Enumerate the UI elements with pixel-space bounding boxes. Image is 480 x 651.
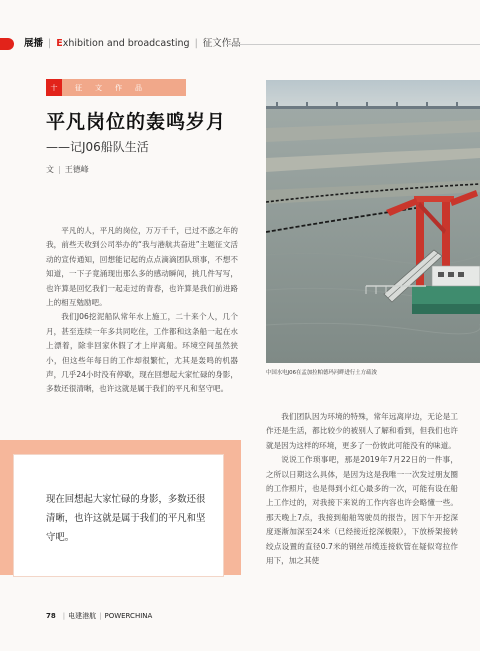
article-title: 平凡岗位的轰鸣岁月 (46, 111, 227, 133)
section-en: xhibition and broadcasting (62, 38, 190, 49)
banner-char: 作 (115, 83, 122, 92)
section-sub: 征文作品 (202, 38, 241, 49)
section-en-initial: E (56, 38, 63, 49)
banner-char: 十 (46, 79, 62, 96)
section-marker (0, 38, 14, 50)
banner-char: 品 (135, 83, 142, 92)
pull-quote: 现在回想起大家忙碌的身影，多数还很清晰，也许这就是属于我们的平凡和坚守吧。 (46, 494, 206, 543)
page-footer: 78 | 电建港航 | POWERCHINA (46, 612, 153, 620)
right-column (266, 410, 458, 568)
page-number: 78 (46, 612, 56, 620)
paragraph: 我们团队因为环境的特殊，常年远离岸边，无论是工作还是生活，都比较少的被别人了解和看到，但我们也许就是因为这样的环境，更多了一份彼此可能没有的味道。 (266, 412, 458, 450)
author-label: 文 (46, 165, 54, 174)
paragraph: 我们J06挖泥船队常年水上施工，二十来个人，几个月，甚至连续一年多共同吃住，工作都和这条船一起在水上漂着，除非回家休假了才上岸离船。环境空间虽然狭小，但这些年每日的工作却很繁忙，尤其是轰鸣的机器声，几乎24小时没有停歇，现在回想起大家忙碌的身影，多数还很清晰，也许这就是属于我们的平凡和坚守吧。 (46, 312, 238, 394)
paragraph: 说说工作琐事吧，那是2019年7月22日的一件事，之所以日期这么具体，是因为这是我唯一一次发过朋友圈的工作照片，也是得到小红心最多的一次，可能有设在船上工作过的，对我接下来说的工作内容也许会略懂一些。那天晚上7点，我接到船舶驾驶员的报告，因下午开挖深度逐渐加深至24米（已经接近挖深极限），下放桥架接转绞点设置的直径0.7米的钢丝吊缆连接软管在疑似弯拉作用下，加之其使 (266, 455, 458, 566)
article-subtitle: ——记J06船队生活 (46, 140, 149, 154)
banner-char: 征 (75, 83, 82, 92)
brand-name: POWERCHINA (104, 612, 153, 620)
section-header: 展播 | Exhibition and broadcasting | 征文作品 (24, 38, 241, 49)
author-line: 文 | 王德峰 (46, 165, 89, 174)
magazine-name: 电建港航 (68, 612, 97, 620)
paragraph: 平凡的人，平凡的岗位，万万千千，已过不惑之年的我，前些天收到公司举办的“我与港航共奋进”主题征文活动的宣传通知，回想能记起的点点滴滴团队琐事，不想不知道，一下子竟涌现出那么多的感动瞬间，挑几件写写，也许算是回忆我们一起走过的青春，也许算是我们前进路上的相互勉励吧。 (46, 226, 238, 308)
author-name: 王德峰 (64, 165, 89, 174)
photo-caption: 中国水电J06在孟加拉帕德玛河畔进行土方疏浚 (266, 370, 377, 376)
banner-char: 文 (95, 83, 102, 92)
section-cn: 展播 (24, 38, 44, 49)
dredger-photo (266, 80, 480, 363)
column-banner (46, 79, 186, 96)
left-column (46, 224, 238, 397)
header-rule (226, 44, 480, 45)
